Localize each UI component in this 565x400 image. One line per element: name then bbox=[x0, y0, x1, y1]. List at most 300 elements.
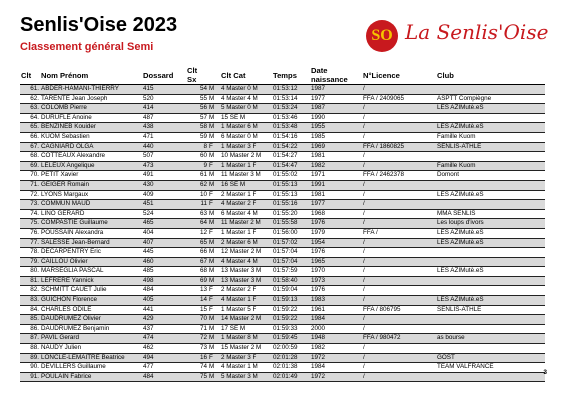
table-row bbox=[20, 161, 545, 171]
cell-sex-rank: 75 bbox=[186, 372, 208, 382]
cell-name: CHARLES ODILE bbox=[40, 305, 142, 315]
cell-sex-rank: 55 bbox=[186, 94, 208, 104]
cell-sex: F bbox=[208, 305, 220, 315]
cell-bib: 462 bbox=[142, 344, 186, 354]
cell-sex-rank: 73 bbox=[186, 344, 208, 354]
results-table bbox=[20, 66, 545, 382]
cell-name: DEVILLERS Guillaume bbox=[40, 363, 142, 373]
cell-club: LES AZIMutè.eS bbox=[436, 104, 545, 114]
cell-time: 01:55:20 bbox=[272, 209, 310, 219]
cell-birth-date: 1971 bbox=[310, 171, 362, 181]
cell-bib: 445 bbox=[142, 248, 186, 258]
cell-club bbox=[436, 257, 545, 267]
cell-time: 01:59:45 bbox=[272, 334, 310, 344]
cell-sex-rank: 64 bbox=[186, 219, 208, 229]
cell-rank: 65. bbox=[20, 123, 40, 133]
cell-category-rank: 17 SE M bbox=[220, 324, 272, 334]
cell-time: 01:55:13 bbox=[272, 180, 310, 190]
cell-bib: 484 bbox=[142, 286, 186, 296]
cell-name: PAVIL Gerard bbox=[40, 334, 142, 344]
cell-licence: FFA / 806795 bbox=[362, 305, 436, 315]
cell-name: GUICHON Florence bbox=[40, 296, 142, 306]
cell-bib: 405 bbox=[142, 296, 186, 306]
cell-club: LES AZIMutè.eS bbox=[436, 228, 545, 238]
cell-sex-rank: 69 bbox=[186, 276, 208, 286]
cell-name: GEIGER Romain bbox=[40, 180, 142, 190]
table-row bbox=[20, 219, 545, 229]
cell-birth-date: 1972 bbox=[310, 353, 362, 363]
cell-name: TARENTE Jean Joseph bbox=[40, 94, 142, 104]
cell-bib: 438 bbox=[142, 123, 186, 133]
table-row bbox=[20, 286, 545, 296]
cell-club bbox=[436, 85, 545, 95]
cell-club: MMA SENLIS bbox=[436, 209, 545, 219]
cell-bib: 474 bbox=[142, 334, 186, 344]
cell-name: PETIT Xavier bbox=[40, 171, 142, 181]
cell-time: 01:53:14 bbox=[272, 94, 310, 104]
col-header-sex bbox=[208, 66, 220, 85]
cell-name: COTTEAUX Alexandre bbox=[40, 152, 142, 162]
cell-category-rank: 2 Master 2 F bbox=[220, 286, 272, 296]
col-header-category-rank: Clt Cat bbox=[220, 66, 272, 85]
cell-licence: / bbox=[362, 276, 436, 286]
cell-category-rank: 13 Master 3 M bbox=[220, 276, 272, 286]
table-row bbox=[20, 372, 545, 382]
cell-rank: 85. bbox=[20, 315, 40, 325]
cell-category-rank: 1 Master 1 F bbox=[220, 161, 272, 171]
cell-club: Famille Kuom bbox=[436, 161, 545, 171]
cell-sex-rank: 14 bbox=[186, 296, 208, 306]
table-row bbox=[20, 324, 545, 334]
cell-name: NAUDY Julien bbox=[40, 344, 142, 354]
cell-sex: F bbox=[208, 286, 220, 296]
cell-rank: 61. bbox=[20, 85, 40, 95]
cell-sex-rank: 56 bbox=[186, 104, 208, 114]
cell-rank: 79. bbox=[20, 257, 40, 267]
cell-birth-date: 1983 bbox=[310, 296, 362, 306]
cell-bib: 437 bbox=[142, 324, 186, 334]
cell-sex-rank: 62 bbox=[186, 180, 208, 190]
cell-name: LEFRERE Yannick bbox=[40, 276, 142, 286]
cell-category-rank: 1 Master 8 M bbox=[220, 334, 272, 344]
cell-sex-rank: 13 bbox=[186, 286, 208, 296]
cell-bib: 494 bbox=[142, 353, 186, 363]
cell-time: 02:01:38 bbox=[272, 363, 310, 373]
cell-rank: 73. bbox=[20, 200, 40, 210]
cell-category-rank: 11 Master 2 M bbox=[220, 219, 272, 229]
cell-sex: M bbox=[208, 257, 220, 267]
cell-category-rank: 12 Master 2 M bbox=[220, 248, 272, 258]
cell-sex: M bbox=[208, 372, 220, 382]
event-logo: SO bbox=[366, 20, 398, 52]
cell-birth-date: 1991 bbox=[310, 180, 362, 190]
table-row bbox=[20, 152, 545, 162]
cell-sex: M bbox=[208, 104, 220, 114]
cell-name: LYONS Margaux bbox=[40, 190, 142, 200]
cell-bib: 465 bbox=[142, 219, 186, 229]
cell-licence: / bbox=[362, 344, 436, 354]
cell-rank: 82. bbox=[20, 286, 40, 296]
cell-name: DAUDRUMEZ Olivier bbox=[40, 315, 142, 325]
cell-licence: / bbox=[362, 315, 436, 325]
cell-name: LINO GERARD bbox=[40, 209, 142, 219]
cell-name: POULAIN Fabrice bbox=[40, 372, 142, 382]
cell-rank: 88. bbox=[20, 344, 40, 354]
table-row bbox=[20, 132, 545, 142]
cell-sex-rank: 72 bbox=[186, 334, 208, 344]
cell-category-rank: 4 Master 1 F bbox=[220, 296, 272, 306]
cell-club bbox=[436, 315, 545, 325]
table-row bbox=[20, 113, 545, 123]
table-row bbox=[20, 200, 545, 210]
cell-club: LES AZIMutè.eS bbox=[436, 267, 545, 277]
cell-rank: 81. bbox=[20, 276, 40, 286]
col-header-licence: N°Licence bbox=[362, 66, 436, 85]
page-title: Senlis'Oise 2023 bbox=[20, 14, 178, 36]
cell-sex: M bbox=[208, 219, 220, 229]
cell-time: 01:56:00 bbox=[272, 228, 310, 238]
cell-name: KUOM Sebastien bbox=[40, 132, 142, 142]
cell-sex-rank: 61 bbox=[186, 171, 208, 181]
cell-sex: M bbox=[208, 248, 220, 258]
table-row bbox=[20, 257, 545, 267]
cell-licence: / bbox=[362, 248, 436, 258]
cell-birth-date: 1987 bbox=[310, 85, 362, 95]
cell-rank: 70. bbox=[20, 171, 40, 181]
cell-licence: / bbox=[362, 363, 436, 373]
cell-birth-date: 1984 bbox=[310, 315, 362, 325]
cell-birth-date: 1969 bbox=[310, 142, 362, 152]
cell-sex: M bbox=[208, 152, 220, 162]
cell-sex-rank: 10 bbox=[186, 190, 208, 200]
cell-bib: 477 bbox=[142, 363, 186, 373]
cell-name: CAGNIARD OLGA bbox=[40, 142, 142, 152]
table-row bbox=[20, 353, 545, 363]
cell-sex-rank: 68 bbox=[186, 267, 208, 277]
table-row bbox=[20, 248, 545, 258]
cell-rank: 78. bbox=[20, 248, 40, 258]
cell-sex: M bbox=[208, 238, 220, 248]
cell-club bbox=[436, 372, 545, 382]
cell-club: Famille Kuom bbox=[436, 132, 545, 142]
cell-time: 01:53:24 bbox=[272, 104, 310, 114]
cell-category-rank: 4 Master 4 M bbox=[220, 257, 272, 267]
cell-licence: / bbox=[362, 286, 436, 296]
col-header-name: Nom Prénom bbox=[40, 66, 142, 85]
cell-sex: F bbox=[208, 228, 220, 238]
cell-bib: 460 bbox=[142, 257, 186, 267]
cell-sex: M bbox=[208, 267, 220, 277]
cell-time: 01:57:59 bbox=[272, 267, 310, 277]
cell-rank: 63. bbox=[20, 104, 40, 114]
cell-rank: 75. bbox=[20, 219, 40, 229]
cell-club bbox=[436, 200, 545, 210]
cell-birth-date: 1976 bbox=[310, 219, 362, 229]
cell-time: 01:55:02 bbox=[272, 171, 310, 181]
cell-category-rank: 1 Master 5 F bbox=[220, 305, 272, 315]
cell-category-rank: 16 SE M bbox=[220, 180, 272, 190]
cell-category-rank: 4 Master 1 M bbox=[220, 363, 272, 373]
cell-licence: / bbox=[362, 353, 436, 363]
page-number: 3 bbox=[543, 369, 547, 376]
cell-birth-date: 1990 bbox=[310, 113, 362, 123]
cell-sex-rank: 71 bbox=[186, 324, 208, 334]
cell-sex-rank: 16 bbox=[186, 353, 208, 363]
cell-birth-date: 1972 bbox=[310, 372, 362, 382]
cell-name: MARSEGLIA PASCAL bbox=[40, 267, 142, 277]
table-row bbox=[20, 190, 545, 200]
cell-birth-date: 1965 bbox=[310, 257, 362, 267]
cell-licence: / bbox=[362, 257, 436, 267]
cell-name: LELEUX Angelique bbox=[40, 161, 142, 171]
cell-time: 02:01:28 bbox=[272, 353, 310, 363]
table-row bbox=[20, 315, 545, 325]
cell-club: LES AZIMutè.eS bbox=[436, 190, 545, 200]
cell-sex: M bbox=[208, 344, 220, 354]
page-subtitle: Classement général Semi bbox=[20, 41, 154, 53]
cell-rank: 80. bbox=[20, 267, 40, 277]
cell-birth-date: 1976 bbox=[310, 286, 362, 296]
cell-name: LONCLE-LEMAITRE Beatrice bbox=[40, 353, 142, 363]
cell-time: 01:59:22 bbox=[272, 305, 310, 315]
cell-rank: 77. bbox=[20, 238, 40, 248]
cell-club: Les loups d'ivors bbox=[436, 219, 545, 229]
cell-category-rank: 10 Master 2 M bbox=[220, 152, 272, 162]
table-header-row bbox=[20, 66, 545, 85]
cell-licence: / bbox=[362, 161, 436, 171]
cell-bib: 441 bbox=[142, 305, 186, 315]
table-row bbox=[20, 142, 545, 152]
cell-sex-rank: 58 bbox=[186, 123, 208, 133]
cell-club bbox=[436, 152, 545, 162]
cell-category-rank: 15 Master 2 M bbox=[220, 344, 272, 354]
cell-sex-rank: 70 bbox=[186, 315, 208, 325]
table-row bbox=[20, 305, 545, 315]
cell-sex: F bbox=[208, 142, 220, 152]
cell-club: LES AZIMutè.eS bbox=[436, 238, 545, 248]
cell-rank: 90. bbox=[20, 363, 40, 373]
cell-bib: 520 bbox=[142, 94, 186, 104]
cell-club: as bourse bbox=[436, 334, 545, 344]
cell-category-rank: 13 Master 3 M bbox=[220, 267, 272, 277]
brand-name: La Senlis'Oise bbox=[405, 20, 549, 44]
cell-time: 01:55:13 bbox=[272, 190, 310, 200]
cell-name: COMPASTIE Guillaume bbox=[40, 219, 142, 229]
cell-rank: 84. bbox=[20, 305, 40, 315]
cell-sex-rank: 15 bbox=[186, 305, 208, 315]
cell-licence: / bbox=[362, 180, 436, 190]
cell-birth-date: 1981 bbox=[310, 152, 362, 162]
col-header-bib: Dossard bbox=[142, 66, 186, 85]
cell-birth-date: 1982 bbox=[310, 344, 362, 354]
table-row bbox=[20, 228, 545, 238]
table-row bbox=[20, 209, 545, 219]
cell-category-rank: 4 Master 4 M bbox=[220, 94, 272, 104]
cell-name: DURUFLE Anoine bbox=[40, 113, 142, 123]
cell-bib: 473 bbox=[142, 161, 186, 171]
table-row bbox=[20, 334, 545, 344]
table-row bbox=[20, 238, 545, 248]
cell-sex-rank: 59 bbox=[186, 132, 208, 142]
table-row bbox=[20, 267, 545, 277]
cell-birth-date: 1977 bbox=[310, 200, 362, 210]
cell-category-rank: 15 SE M bbox=[220, 113, 272, 123]
cell-name: COLOMB Pierre bbox=[40, 104, 142, 114]
cell-time: 01:54:16 bbox=[272, 132, 310, 142]
cell-name: POUSSAIN Alexandra bbox=[40, 228, 142, 238]
cell-sex-rank: 11 bbox=[186, 200, 208, 210]
cell-licence: FFA / 2462378 bbox=[362, 171, 436, 181]
table-row bbox=[20, 171, 545, 181]
cell-category-rank: 2 Master 1 F bbox=[220, 190, 272, 200]
cell-bib: 429 bbox=[142, 315, 186, 325]
cell-licence: / bbox=[362, 324, 436, 334]
cell-time: 01:54:27 bbox=[272, 152, 310, 162]
cell-club bbox=[436, 324, 545, 334]
col-header-rank: Clt bbox=[20, 66, 40, 85]
cell-licence: FFA / 1860825 bbox=[362, 142, 436, 152]
cell-category-rank: 2 Master 6 M bbox=[220, 238, 272, 248]
cell-licence: / bbox=[362, 200, 436, 210]
col-header-club: Club bbox=[436, 66, 545, 85]
cell-name: DECARPENTRY Eric bbox=[40, 248, 142, 258]
col-header-sex-rank: Clt Sx bbox=[186, 66, 208, 85]
cell-category-rank: 4 Master 2 F bbox=[220, 200, 272, 210]
cell-time: 01:59:04 bbox=[272, 286, 310, 296]
cell-name: SCHMITT CAUET Julie bbox=[40, 286, 142, 296]
cell-licence: FFA / 2409065 bbox=[362, 94, 436, 104]
cell-time: 01:54:22 bbox=[272, 142, 310, 152]
cell-sex-rank: 63 bbox=[186, 209, 208, 219]
cell-birth-date: 1961 bbox=[310, 305, 362, 315]
cell-bib: 524 bbox=[142, 209, 186, 219]
cell-category-rank: 2 Master 3 F bbox=[220, 353, 272, 363]
cell-sex: F bbox=[208, 200, 220, 210]
cell-bib: 471 bbox=[142, 132, 186, 142]
cell-rank: 66. bbox=[20, 132, 40, 142]
cell-sex: F bbox=[208, 296, 220, 306]
cell-birth-date: 1955 bbox=[310, 123, 362, 133]
cell-rank: 69. bbox=[20, 161, 40, 171]
cell-category-rank: 14 Master 2 M bbox=[220, 315, 272, 325]
cell-time: 01:53:46 bbox=[272, 113, 310, 123]
cell-licence: / bbox=[362, 238, 436, 248]
cell-sex-rank: 74 bbox=[186, 363, 208, 373]
cell-club: SENLIS-ATHLE bbox=[436, 305, 545, 315]
cell-name: BENZINEB Kouider bbox=[40, 123, 142, 133]
table-row bbox=[20, 296, 545, 306]
cell-club bbox=[436, 180, 545, 190]
cell-birth-date: 1979 bbox=[310, 228, 362, 238]
cell-sex: F bbox=[208, 190, 220, 200]
cell-birth-date: 2000 bbox=[310, 324, 362, 334]
results-body bbox=[20, 85, 545, 382]
cell-club bbox=[436, 286, 545, 296]
cell-time: 01:59:33 bbox=[272, 324, 310, 334]
cell-rank: 86. bbox=[20, 324, 40, 334]
cell-category-rank: 1 Master 6 M bbox=[220, 123, 272, 133]
cell-sex: M bbox=[208, 123, 220, 133]
cell-birth-date: 1987 bbox=[310, 104, 362, 114]
cell-sex-rank: 67 bbox=[186, 257, 208, 267]
cell-sex: M bbox=[208, 209, 220, 219]
cell-licence: / bbox=[362, 296, 436, 306]
table-row bbox=[20, 363, 545, 373]
col-header-birth-date: Date naissance bbox=[310, 66, 362, 85]
cell-birth-date: 1982 bbox=[310, 161, 362, 171]
cell-rank: 83. bbox=[20, 296, 40, 306]
cell-club bbox=[436, 113, 545, 123]
cell-club: GOST bbox=[436, 353, 545, 363]
cell-birth-date: 1984 bbox=[310, 363, 362, 373]
table-row bbox=[20, 104, 545, 114]
cell-time: 02:01:49 bbox=[272, 372, 310, 382]
cell-licence: / bbox=[362, 267, 436, 277]
cell-birth-date: 1954 bbox=[310, 238, 362, 248]
cell-licence: / bbox=[362, 104, 436, 114]
cell-sex-rank: 57 bbox=[186, 113, 208, 123]
cell-category-rank: 4 Master 0 M bbox=[220, 85, 272, 95]
cell-sex: F bbox=[208, 161, 220, 171]
cell-time: 01:55:16 bbox=[272, 200, 310, 210]
cell-time: 01:57:04 bbox=[272, 257, 310, 267]
cell-time: 01:53:48 bbox=[272, 123, 310, 133]
cell-category-rank: 6 Master 0 M bbox=[220, 132, 272, 142]
cell-sex-rank: 54 bbox=[186, 85, 208, 95]
cell-sex-rank: 60 bbox=[186, 152, 208, 162]
cell-club bbox=[436, 276, 545, 286]
cell-sex: M bbox=[208, 315, 220, 325]
cell-rank: 74. bbox=[20, 209, 40, 219]
cell-time: 01:59:22 bbox=[272, 315, 310, 325]
cell-bib: 484 bbox=[142, 372, 186, 382]
cell-bib: 451 bbox=[142, 200, 186, 210]
cell-licence: / bbox=[362, 209, 436, 219]
cell-birth-date: 1948 bbox=[310, 334, 362, 344]
cell-bib: 415 bbox=[142, 85, 186, 95]
cell-licence: / bbox=[362, 123, 436, 133]
cell-licence: / bbox=[362, 372, 436, 382]
cell-bib: 498 bbox=[142, 276, 186, 286]
cell-rank: 87. bbox=[20, 334, 40, 344]
cell-bib: 407 bbox=[142, 238, 186, 248]
cell-sex-rank: 9 bbox=[186, 161, 208, 171]
cell-name: COMMUN MAUD bbox=[40, 200, 142, 210]
cell-time: 02:00:59 bbox=[272, 344, 310, 354]
cell-club: SENLIS-ATHLE bbox=[436, 142, 545, 152]
cell-rank: 71. bbox=[20, 180, 40, 190]
cell-bib: 485 bbox=[142, 267, 186, 277]
cell-bib: 491 bbox=[142, 171, 186, 181]
cell-rank: 62. bbox=[20, 94, 40, 104]
cell-sex: M bbox=[208, 180, 220, 190]
cell-name: CAILLOU Olivier bbox=[40, 257, 142, 267]
cell-name: DAUDRUMEZ Benjamin bbox=[40, 324, 142, 334]
cell-rank: 64. bbox=[20, 113, 40, 123]
cell-category-rank: 6 Master 4 M bbox=[220, 209, 272, 219]
cell-bib: 414 bbox=[142, 104, 186, 114]
cell-birth-date: 1981 bbox=[310, 190, 362, 200]
table-row bbox=[20, 94, 545, 104]
cell-club: Domont bbox=[436, 171, 545, 181]
cell-name: ABDER-HAMANI-THIERRY bbox=[40, 85, 142, 95]
cell-time: 01:57:02 bbox=[272, 238, 310, 248]
cell-name: SALESSE Jean-Bernard bbox=[40, 238, 142, 248]
cell-sex-rank: 65 bbox=[186, 238, 208, 248]
cell-time: 01:58:40 bbox=[272, 276, 310, 286]
cell-time: 01:55:58 bbox=[272, 219, 310, 229]
cell-birth-date: 1968 bbox=[310, 209, 362, 219]
